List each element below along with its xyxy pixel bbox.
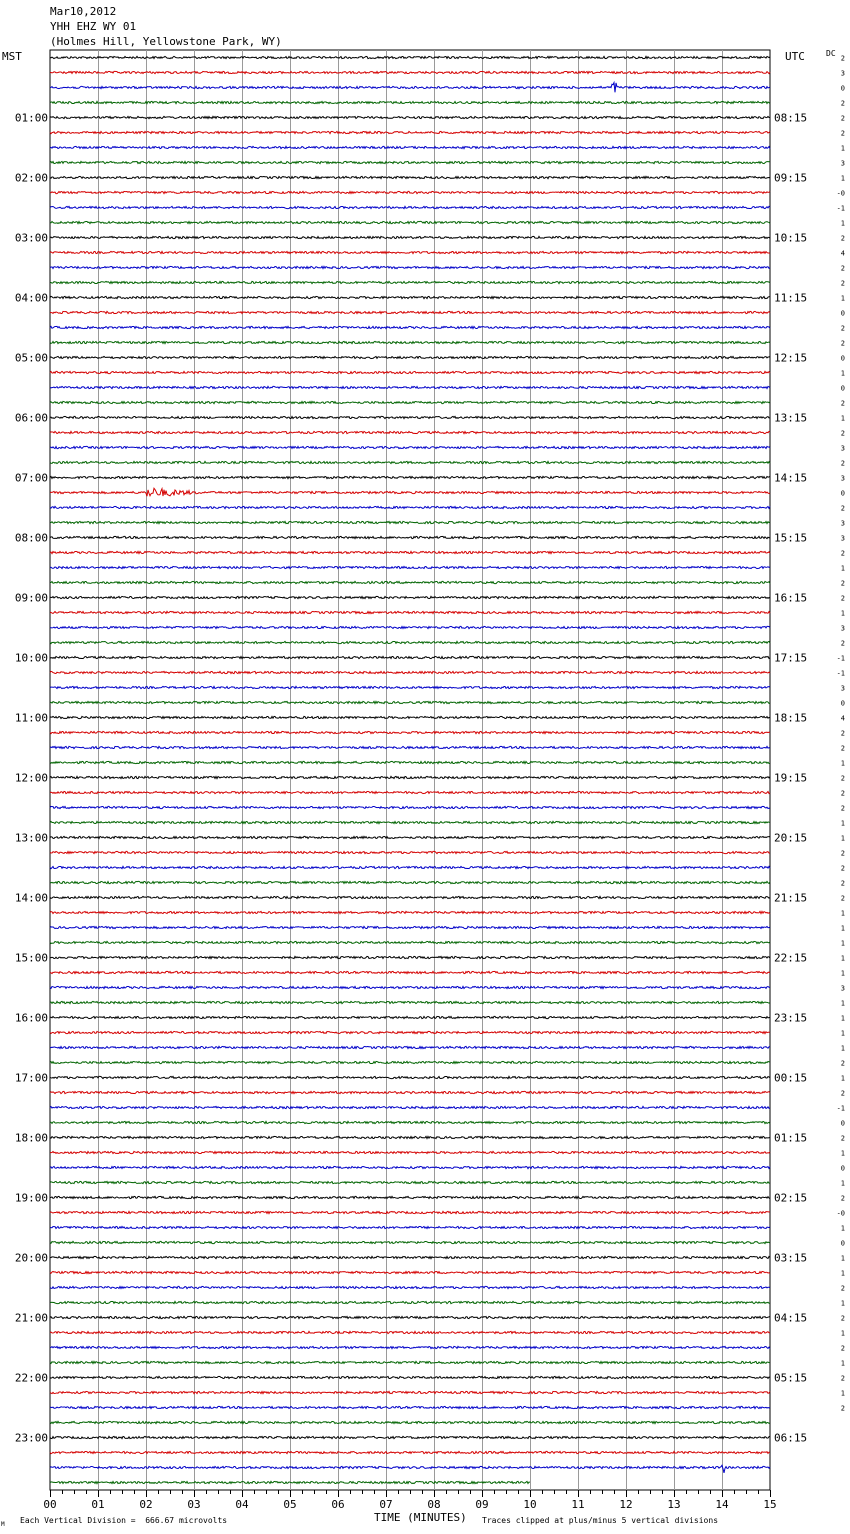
trace-row [50,1181,770,1183]
trace-row [50,446,770,448]
mst-hour-label: 01:00 [14,111,48,125]
mst-axis-title: MST [2,50,22,63]
dc-offset-label: 1 [840,759,845,768]
mst-hour-label: 16:00 [14,1011,48,1025]
dc-offset-label: 2 [840,54,845,63]
trace-row [50,1046,770,1048]
dc-offset-label: 2 [840,1374,845,1383]
utc-axis-title: UTC [785,50,805,63]
dc-offset-label: 2 [840,1194,845,1203]
mst-hour-label: 23:00 [14,1431,48,1445]
utc-hour-label: 03:15 [774,1251,808,1265]
dc-offset-label: 2 [840,774,845,783]
dc-offset-label: 0 [840,384,845,393]
utc-hour-label: 04:15 [774,1311,808,1325]
dc-offset-label: 2 [840,129,845,138]
utc-hour-label: 05:15 [774,1371,808,1385]
trace-row [50,776,770,778]
dc-offset-label: 2 [840,729,845,738]
x-tick-label: 01 [91,1498,105,1511]
dc-offset-label: 2 [840,399,845,408]
trace-row [50,1166,770,1168]
trace-row [50,1271,770,1273]
dc-offset-label: 1 [840,564,845,573]
station-location: (Holmes Hill, Yellowstone Park, WY) [50,35,282,48]
trace-row [50,581,770,583]
trace-row [50,1301,770,1303]
dc-offset-label: 1 [840,969,845,978]
trace-row [50,941,770,943]
mst-hour-label: 21:00 [14,1311,48,1325]
trace-row [50,326,770,328]
dc-offset-label: 0 [840,309,845,318]
utc-hour-label: 19:15 [774,771,808,785]
dc-offset-label: 0 [840,354,845,363]
trace-row [50,641,770,643]
trace-row [50,1256,770,1258]
mst-hour-label: 19:00 [14,1191,48,1205]
utc-hour-label: 14:15 [774,471,808,485]
trace-row [50,1451,770,1453]
trace-row [50,1406,770,1408]
mst-hour-label: 11:00 [14,711,48,725]
trace-row [50,431,770,433]
dc-offset-label: 3 [840,69,845,78]
dc-offset-label: 1 [840,1014,845,1023]
trace-row [50,1376,770,1378]
mst-hour-label: 14:00 [14,891,48,905]
trace-row [50,146,770,148]
trace-row [50,71,770,73]
utc-hour-label: 09:15 [774,171,808,185]
trace-row [50,371,770,373]
dc-offset-label: 1 [840,909,845,918]
dc-offset-label: 2 [840,1344,845,1353]
trace-row [50,191,770,193]
dc-offset-label: 2 [840,1089,845,1098]
mst-hour-label: 17:00 [14,1071,48,1085]
dc-offset-label: 2 [840,1134,845,1143]
trace-row [50,1391,770,1393]
mst-hour-label: 02:00 [14,171,48,185]
corner-mark: M [1,1521,5,1528]
dc-offset-label: 1 [840,834,845,843]
trace-row [50,221,770,223]
x-tick-label: 04 [235,1498,249,1511]
mst-hour-label: 06:00 [14,411,48,425]
x-tick-label: 08 [427,1498,441,1511]
dc-offset-label: 1 [840,1359,845,1368]
dc-offset-label: 1 [840,144,845,153]
mst-hour-label: 22:00 [14,1371,48,1385]
trace-row [50,626,770,628]
dc-offset-label: 3 [840,444,845,453]
dc-offset-label: 1 [840,954,845,963]
dc-offset-label: 1 [840,924,845,933]
trace-row [50,536,770,538]
dc-offset-label: 1 [840,819,845,828]
trace-row [50,1121,770,1123]
trace-row [50,926,770,928]
trace-row [50,611,770,613]
utc-hour-label: 13:15 [774,411,808,425]
dc-offset-label: 1 [840,1269,845,1278]
dc-offset-label: 2 [840,279,845,288]
trace-row [50,1436,770,1438]
mst-hour-label: 05:00 [14,351,48,365]
mst-hour-label: 13:00 [14,831,48,845]
x-tick-label: 06 [331,1498,345,1511]
trace-row [50,1211,770,1213]
dc-offset-label: 0 [840,1239,845,1248]
x-axis-title: TIME (MINUTES) [374,1511,467,1524]
utc-hour-label: 01:15 [774,1131,808,1145]
utc-hour-label: 02:15 [774,1191,808,1205]
x-tick-label: 02 [139,1498,153,1511]
mst-hour-label: 07:00 [14,471,48,485]
trace-row [50,986,770,988]
dc-offset-label: 2 [840,594,845,603]
dc-offset-label: 2 [840,1059,845,1068]
trace-row [50,821,770,823]
dc-offset-label: 0 [840,699,845,708]
dc-offset-label: 2 [840,804,845,813]
trace-row [50,266,770,268]
dc-offset-label: 1 [840,1044,845,1053]
trace-row [50,1091,770,1093]
utc-hour-label: 10:15 [774,231,808,245]
dc-offset-label: 1 [840,174,845,183]
dc-offset-label: 1 [840,369,845,378]
dc-offset-label: 1 [840,1389,845,1398]
trace-row [50,56,770,58]
trace-row [50,971,770,973]
trace-row [50,761,770,763]
trace-row [50,1346,770,1348]
x-tick-label: 10 [523,1498,537,1511]
dc-offset-label: 2 [840,429,845,438]
dc-offset-label: -1 [836,1104,845,1113]
utc-hour-label: 21:15 [774,891,808,905]
trace-row [50,686,770,688]
x-tick-label: 03 [187,1498,201,1511]
trace-row [50,866,770,868]
trace-row [50,401,770,403]
dc-offset-label: -1 [836,669,845,678]
trace-row [50,461,770,463]
dc-offset-label: 3 [840,519,845,528]
dc-offset-label: 4 [840,714,845,723]
dc-offset-label: 1 [840,1299,845,1308]
trace-row [50,101,770,103]
clip-note: Traces clipped at plus/minus 5 vertical divisions [482,1516,719,1525]
utc-hour-label: 18:15 [774,711,808,725]
x-tick-label: 15 [763,1498,777,1511]
dc-offset-label: 2 [840,114,845,123]
trace-row [50,1031,770,1033]
dc-offset-label: 2 [840,1404,845,1413]
dc-offset-label: 2 [840,579,845,588]
dc-offset-label: 2 [840,339,845,348]
trace-row [50,1241,770,1243]
trace-row [50,161,770,163]
utc-hour-label: 20:15 [774,831,808,845]
mst-hour-label: 10:00 [14,651,48,665]
trace-row [50,281,770,283]
dc-offset-label: 3 [840,684,845,693]
trace-row [50,911,770,913]
trace-row [50,1001,770,1003]
dc-offset-label: 1 [840,1224,845,1233]
trace-row [50,236,770,238]
trace-row [50,1106,770,1108]
trace-row [50,896,770,898]
trace-row [50,1151,770,1153]
dc-offset-label: 2 [840,264,845,273]
trace-row [50,476,770,478]
trace-row [50,176,770,178]
x-tick-label: 07 [379,1498,393,1511]
x-tick-label: 09 [475,1498,489,1511]
dc-offset-label: 2 [840,789,845,798]
utc-hour-label: 12:15 [774,351,808,365]
trace-row [50,356,770,358]
x-tick-label: 13 [667,1498,681,1511]
dc-offset-label: 2 [840,1314,845,1323]
trace-row [50,1076,770,1078]
dc-offset-label: 0 [840,1164,845,1173]
trace-row [50,1331,770,1333]
trace-row [50,386,770,388]
mst-hour-label: 09:00 [14,591,48,605]
utc-hour-label: 06:15 [774,1431,808,1445]
dc-offset-label: 3 [840,984,845,993]
trace-row [50,296,770,298]
x-tick-label: 00 [43,1498,57,1511]
dc-offset-label: 1 [840,1179,845,1188]
dc-offset-label: 2 [840,324,845,333]
trace-row [50,1196,770,1198]
x-tick-label: 12 [619,1498,633,1511]
dc-offset-label: 0 [840,84,845,93]
dc-offset-label: 1 [840,609,845,618]
trace-row [50,116,770,118]
dc-offset-label: 2 [840,894,845,903]
dc-offset-label: 1 [840,1254,845,1263]
dc-offset-label: 1 [840,219,845,228]
dc-offset-label: -1 [836,204,845,213]
dc-offset-label: 2 [840,99,845,108]
utc-hour-label: 00:15 [774,1071,808,1085]
scale-note: Each Vertical Division = 666.67 microvolts [20,1516,228,1525]
trace-row [50,596,770,598]
mst-hour-label: 08:00 [14,531,48,545]
trace-row [50,206,770,208]
utc-hour-label: 16:15 [774,591,808,605]
dc-offset-label: 1 [840,1329,845,1338]
dc-offset-label: 2 [840,234,845,243]
trace-row [50,1061,770,1063]
mst-hour-label: 20:00 [14,1251,48,1265]
dc-offset-label: 2 [840,504,845,513]
dc-offset-label: 1 [840,1149,845,1158]
dc-offset-label: 0 [840,1119,845,1128]
dc-offset-label: 3 [840,159,845,168]
trace-row [50,506,770,508]
trace-row [50,1316,770,1318]
trace-row [50,551,770,553]
dc-offset-label: 1 [840,939,845,948]
x-tick-label: 11 [571,1498,585,1511]
trace-row [50,716,770,718]
trace-row [50,851,770,853]
dc-axis-title: DC [826,49,836,58]
trace-row [50,131,770,133]
x-tick-label: 05 [283,1498,297,1511]
utc-hour-label: 11:15 [774,291,808,305]
x-tick-label: 14 [715,1498,729,1511]
dc-offset-label: -1 [836,654,845,663]
trace-row [50,881,770,883]
mst-hour-label: 12:00 [14,771,48,785]
trace-row [50,251,770,253]
trace-row [50,836,770,838]
trace-row [50,1136,770,1138]
dc-offset-label: 0 [840,489,845,498]
dc-offset-label: -0 [836,189,845,198]
dc-offset-label: 2 [840,864,845,873]
mst-hour-label: 03:00 [14,231,48,245]
trace-row [50,701,770,703]
trace-row [50,1361,770,1363]
trace-row [50,83,770,93]
trace-row [50,731,770,733]
utc-hour-label: 23:15 [774,1011,808,1025]
dc-offset-label: 2 [840,849,845,858]
utc-hour-label: 15:15 [774,531,808,545]
dc-offset-label: 1 [840,999,845,1008]
dc-offset-label: 1 [840,414,845,423]
dc-offset-label: 1 [840,294,845,303]
trace-row [50,488,770,496]
trace-row [50,806,770,808]
trace-row [50,1286,770,1288]
mst-hour-label: 04:00 [14,291,48,305]
dc-offset-label: -0 [836,1209,845,1218]
trace-row [50,521,770,523]
dc-offset-label: 2 [840,879,845,888]
dc-offset-label: 1 [840,1029,845,1038]
dc-offset-label: 1 [840,1074,845,1083]
utc-hour-label: 22:15 [774,951,808,965]
trace-row [50,671,770,673]
trace-row [50,1421,770,1423]
trace-row [50,1465,770,1473]
trace-row [50,1226,770,1228]
dc-offset-label: 3 [840,624,845,633]
trace-row [50,656,770,658]
dc-offset-label: 2 [840,639,845,648]
dc-offset-label: 3 [840,474,845,483]
trace-row [50,566,770,568]
dc-offset-label: 4 [840,249,845,258]
station-code: YHH EHZ WY 01 [50,20,137,33]
trace-row [50,1016,770,1018]
utc-hour-label: 08:15 [774,111,808,125]
trace-row [50,956,770,958]
utc-hour-label: 17:15 [774,651,808,665]
dc-offset-label: 2 [840,744,845,753]
dc-offset-label: 2 [840,459,845,468]
dc-offset-label: 3 [840,534,845,543]
mst-hour-label: 18:00 [14,1131,48,1145]
dc-offset-label: 2 [840,549,845,558]
dc-offset-label: 2 [840,1284,845,1293]
plot-date: Mar10,2012 [50,5,117,18]
mst-hour-label: 15:00 [14,951,48,965]
trace-row [50,311,770,313]
trace-row [50,416,770,418]
trace-row [50,746,770,748]
trace-row [50,341,770,343]
trace-row [50,791,770,793]
